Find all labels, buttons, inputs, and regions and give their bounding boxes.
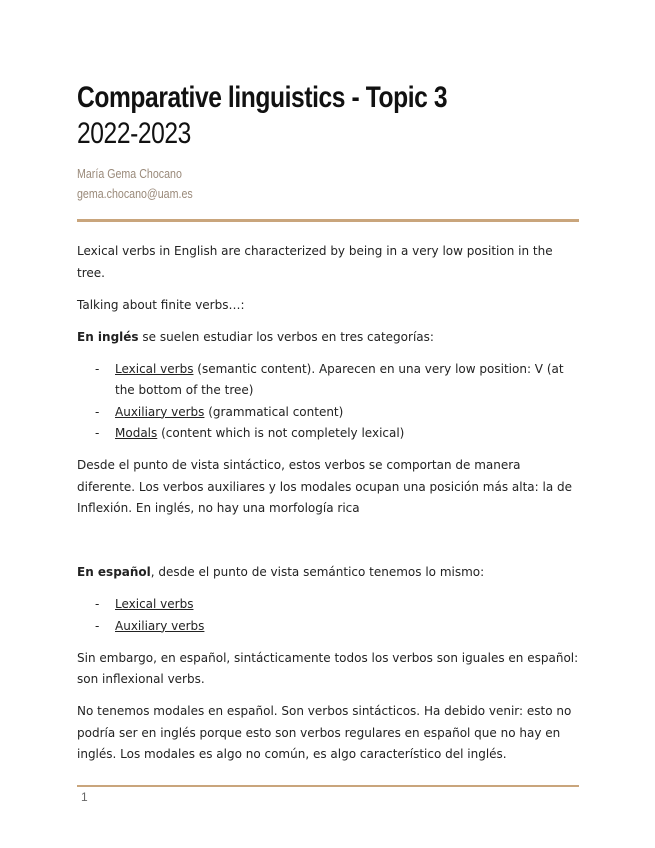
- dash-bullet: -: [95, 361, 100, 376]
- list-item: [77, 402, 579, 424]
- paragraph-1: Lexical verbs in English are characterized by being in a very low position in the tree.: [77, 244, 553, 280]
- title-main: Comparative linguistics - Topic 3: [77, 81, 448, 114]
- english-verb-list: [77, 359, 579, 445]
- list-term: Lexical verbs: [115, 361, 194, 376]
- blank-line: [77, 530, 579, 562]
- paragraph-5: [77, 562, 579, 584]
- paragraph-7: No tenemos modales en español. Son verbos sintácticos. Ha debido venir: esto no podría ser en inglés porque esto son verbos regulares en español que no hay en inglés. Los modales es algo no común, es algo característico del inglés.: [77, 704, 572, 761]
- dash-bullet: -: [95, 426, 100, 440]
- page-number: 1: [81, 790, 88, 804]
- spanish-verb-list: [77, 594, 579, 637]
- list-item: [77, 359, 579, 402]
- list-desc: (content which is not completely lexical): [157, 426, 405, 440]
- paragraph-3: [77, 327, 579, 349]
- paragraph-6: Sin embargo, en español, sintácticamente todos los verbos son iguales en español: son inflexional verbs.: [77, 650, 579, 686]
- paragraph-5-bold: En español: [77, 565, 151, 579]
- paragraph-3-bold: En inglés: [77, 329, 139, 344]
- footer-divider: [77, 785, 579, 787]
- dash-bullet: -: [95, 404, 100, 419]
- dash-bullet: -: [95, 597, 100, 611]
- list-item: [77, 616, 579, 638]
- dash-bullet: -: [95, 618, 100, 633]
- list-item: [77, 423, 579, 445]
- document-title: [77, 80, 447, 152]
- list-desc: (semantic content). Aparecen en una very low position: V (at the bottom of the tree): [115, 361, 564, 397]
- paragraph-4: Desde el punto de vista sintáctico, estos verbos se comportan de manera diferente. Los verbos auxiliares y los modales ocupan una posición más alta: la de Inflexión. En inglés, no hay una morfología rica: [77, 458, 573, 515]
- list-term: Lexical verbs: [115, 597, 194, 611]
- list-term: Modals: [115, 426, 158, 440]
- list-desc: (grammatical content): [204, 404, 344, 419]
- list-item: [77, 594, 579, 616]
- author-email: gema.chocano@uam.es: [77, 186, 193, 201]
- list-term: Auxiliary verbs: [115, 618, 205, 633]
- list-term: Auxiliary verbs: [115, 404, 205, 419]
- paragraph-3-rest: se suelen estudiar los verbos en tres categorías:: [138, 329, 434, 344]
- author-block: [77, 164, 193, 204]
- document-body: [77, 241, 579, 776]
- title-year: 2022-2023: [77, 117, 191, 150]
- paragraph-2: Talking about finite verbs…:: [77, 297, 245, 312]
- paragraph-5-rest: , desde el punto de vista semántico tenemos lo mismo:: [150, 565, 485, 579]
- author-name: María Gema Chocano: [77, 166, 182, 181]
- header-divider: [77, 219, 579, 222]
